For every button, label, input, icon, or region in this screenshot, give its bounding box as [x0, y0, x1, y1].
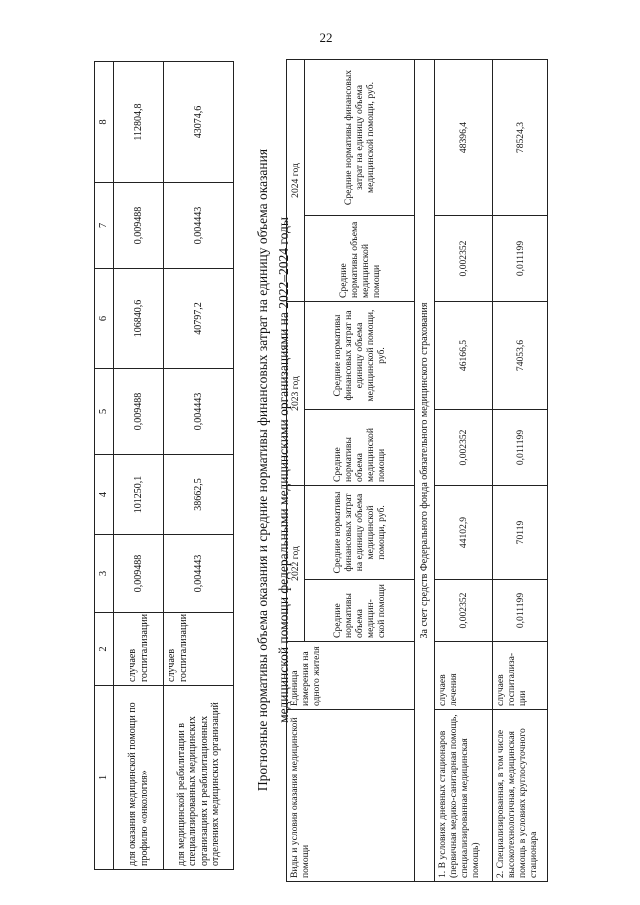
cell-value: 0,002352	[435, 580, 493, 642]
col-header-cost: Средние нормативы финансовых затрат на единицу объема медицинской помощи, руб.	[305, 302, 415, 410]
cell-value: 101250,1	[114, 455, 164, 535]
upper-col-number: 7	[95, 183, 114, 269]
cell-value: 0,004443	[164, 183, 234, 269]
table-row	[435, 60, 493, 882]
header-row-years	[287, 60, 305, 882]
cell-value: 0,011199	[493, 216, 548, 302]
year-header-2024: 2024 год	[287, 60, 305, 302]
table-row	[493, 60, 548, 882]
title-line-1: Прогнозные нормативы объема оказания и средние нормативы финансовых затрат на единицу объема оказания	[255, 148, 270, 792]
upper-col-number: 6	[95, 269, 114, 369]
col-header-cost: Средние нормативы финансовых затрат на единицу объема медицинской помощи, руб.	[305, 486, 415, 580]
cell-value: 0,011199	[493, 410, 548, 486]
cell-value: 48396,4	[435, 60, 493, 216]
cell-value: 112804,8	[114, 62, 164, 183]
col-header-volume: Средние нормативы объема медицинской помощи	[305, 216, 415, 302]
row-unit: случаев лечения	[435, 642, 493, 710]
row-label: 2. Специализированная, в том числе высокотехнологичная, медицинская помощь в условиях круглосуточного стационара	[493, 710, 548, 882]
row-unit: случаев госпитализации	[164, 613, 234, 686]
upper-col-number: 5	[95, 369, 114, 455]
row-label: для медицинской реабилитации в специализированных медицинских организациях и реабилитационных отделениях медицинских организаций	[164, 686, 234, 870]
cell-value: 0,009488	[114, 183, 164, 269]
upper-col-number: 2	[95, 613, 114, 686]
col-header-cost: Средние нормативы финансовых затрат на единицу объема медицинской помощи, руб.	[305, 60, 415, 216]
title-line-2: медицинской помощи федеральными медицинскими организациями на 2022–2024 годы	[276, 217, 291, 723]
row-unit: случаев госпитализа-ции	[493, 642, 548, 710]
upper-table	[94, 62, 234, 870]
cell-value: 0,002352	[435, 410, 493, 486]
table-row	[164, 62, 234, 870]
cell-value: 0,004443	[164, 369, 234, 455]
cell-value: 0,002352	[435, 216, 493, 302]
col-header-volume: Средние нормативы объема медицинской помощи	[305, 410, 415, 486]
cell-value: 0,009488	[114, 535, 164, 613]
cell-value: 106840,6	[114, 269, 164, 369]
cell-value: 0,004443	[164, 535, 234, 613]
year-header-2022: 2022 год	[287, 486, 305, 642]
upper-col-number: 1	[95, 686, 114, 870]
col-header-unit: Единица измерения на одного жителя	[287, 642, 415, 710]
cell-value: 0,011199	[493, 580, 548, 642]
norms-table	[286, 60, 548, 882]
year-header-2023: 2023 год	[287, 302, 305, 486]
cell-value: 38662,5	[164, 455, 234, 535]
cell-value: 0,009488	[114, 369, 164, 455]
cell-value: 74053,6	[493, 302, 548, 410]
upper-col-number: 8	[95, 62, 114, 183]
col-header-volume: Средние нормативы объема медицин-ской помощи	[305, 580, 415, 642]
upper-table-header-row	[95, 62, 114, 870]
section-row	[415, 60, 435, 882]
cell-value: 46166,5	[435, 302, 493, 410]
col-header-type: Виды и условия оказания медицинской помощи	[287, 710, 415, 882]
cell-value: 40797,2	[164, 269, 234, 369]
upper-col-number: 4	[95, 455, 114, 535]
cell-value: 70119	[493, 486, 548, 580]
cell-value: 43074,6	[164, 62, 234, 183]
row-unit: случаев госпитализации	[114, 613, 164, 686]
table-row	[114, 62, 164, 870]
page-number: 22	[319, 30, 333, 45]
cell-value: 78524,3	[493, 60, 548, 216]
row-label: 1. В условиях дневных стационаров (первичная медико-санитарная помощь, специализированная медицинская помощь)	[435, 710, 493, 882]
upper-col-number: 3	[95, 535, 114, 613]
section-label: За счет средств Федерального фонда обязательного медицинского страхования	[415, 60, 435, 882]
cell-value: 44102,9	[435, 486, 493, 580]
row-label: для оказания медицинской помощи по профилю «онкология»	[114, 686, 164, 870]
